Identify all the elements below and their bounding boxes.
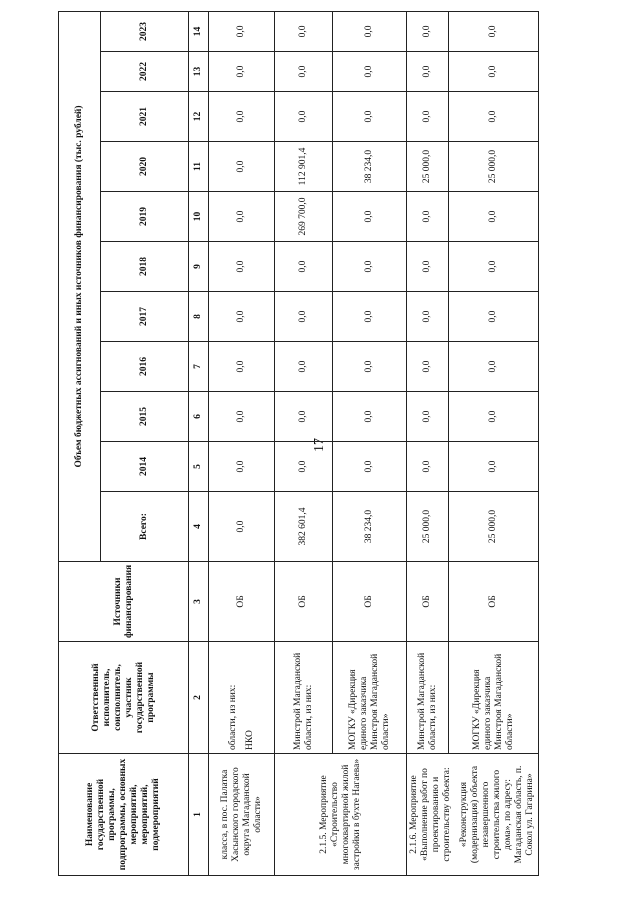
- value-cell: 382 601,4: [275, 492, 333, 562]
- row-name-line: «Реконструкция (модернизация) объекта незавершенного строительства жилого дома», по адресу: Магаданская область, п. Сокол ул. Гагарина»: [459, 765, 535, 864]
- value-cell: 25 000,0: [407, 142, 449, 192]
- responsible-line: области, из них:: [227, 684, 238, 750]
- header-source: Источники финансирования: [59, 562, 189, 642]
- value-cell: 0,0: [449, 92, 539, 142]
- column-number: 5: [189, 442, 209, 492]
- column-number-row: [189, 11, 209, 875]
- value-cell: 38 234,0: [333, 492, 407, 562]
- value-cell: 0,0: [209, 392, 275, 442]
- header-year: 2015: [101, 392, 189, 442]
- value-cell: 0,0: [275, 11, 333, 51]
- row-responsible: [209, 642, 275, 754]
- row-source: ОБ: [209, 562, 275, 642]
- header-volume: Объем бюджетных ассигнований и иных источников финансирования (тыс. рублей): [59, 11, 101, 561]
- value-cell: 0,0: [333, 392, 407, 442]
- value-cell: 0,0: [449, 242, 539, 292]
- value-cell: 0,0: [333, 442, 407, 492]
- value-cell: 0,0: [209, 292, 275, 342]
- value-cell: 0,0: [209, 11, 275, 51]
- value-cell: 38 234,0: [333, 142, 407, 192]
- value-cell: 0,0: [333, 242, 407, 292]
- row-name: [407, 754, 539, 876]
- value-cell: 25 000,0: [449, 142, 539, 192]
- value-cell: 0,0: [449, 392, 539, 442]
- value-cell: 0,0: [275, 52, 333, 92]
- row-name-line: 2.1.6. Мероприятие «Выполнение работ по проектированию и строительству объекта:: [409, 767, 452, 862]
- column-number: 8: [189, 292, 209, 342]
- table-row: [407, 11, 449, 875]
- table-row: [209, 11, 275, 875]
- column-number: 11: [189, 142, 209, 192]
- header-year: 2021: [101, 92, 189, 142]
- column-number: 10: [189, 192, 209, 242]
- column-number: 2: [189, 642, 209, 754]
- row-responsible: МОГКУ «Дирекция единого заказчика Минстроя Магаданской области»: [333, 642, 407, 754]
- column-number: 6: [189, 392, 209, 442]
- value-cell: 0,0: [449, 342, 539, 392]
- value-cell: 0,0: [275, 442, 333, 492]
- header-year: 2014: [101, 442, 189, 492]
- row-responsible: МОГКУ «Дирекция единого заказчика Минстроя Магаданской области»: [449, 642, 539, 754]
- value-cell: 0,0: [209, 492, 275, 562]
- header-total: Всего:: [101, 492, 189, 562]
- value-cell: 0,0: [407, 342, 449, 392]
- value-cell: 0,0: [449, 52, 539, 92]
- header-year: 2018: [101, 242, 189, 292]
- rotated-table-container: [58, 12, 535, 876]
- value-cell: 0,0: [209, 52, 275, 92]
- table-row: [449, 11, 539, 875]
- value-cell: 0,0: [407, 292, 449, 342]
- value-cell: 0,0: [209, 342, 275, 392]
- row-responsible: Минстрой Магаданской области, из них:: [407, 642, 449, 754]
- value-cell: 0,0: [275, 342, 333, 392]
- header-year: 2023: [101, 11, 189, 51]
- row-name: класса, в пос. Палатка Хасынского городского округа Магаданской области»: [209, 754, 275, 876]
- value-cell: 0,0: [209, 242, 275, 292]
- header-responsible: Ответственный исполнитель, соисполнитель, участник государственной программы: [59, 642, 189, 754]
- column-number: 4: [189, 492, 209, 562]
- row-name: 2.1.5. Мероприятие «Строительство многоквартирной жилой застройки в бухте Нагаева»: [275, 754, 407, 876]
- value-cell: 0,0: [449, 442, 539, 492]
- responsible-line: НКО: [244, 730, 255, 750]
- value-cell: 0,0: [275, 242, 333, 292]
- table-row: [333, 11, 407, 875]
- value-cell: 269 700,0: [275, 192, 333, 242]
- row-source: ОБ: [275, 562, 333, 642]
- value-cell: 0,0: [407, 392, 449, 442]
- value-cell: 0,0: [407, 92, 449, 142]
- value-cell: 0,0: [209, 442, 275, 492]
- value-cell: 0,0: [333, 192, 407, 242]
- header-year: 2020: [101, 142, 189, 192]
- header-year: 2019: [101, 192, 189, 242]
- value-cell: 0,0: [407, 192, 449, 242]
- value-cell: 0,0: [209, 142, 275, 192]
- column-number: 13: [189, 52, 209, 92]
- financing-table: [58, 11, 539, 876]
- value-cell: 0,0: [333, 52, 407, 92]
- column-number: 7: [189, 342, 209, 392]
- row-responsible: Минстрой Магаданской области, из них:: [275, 642, 333, 754]
- value-cell: 25 000,0: [449, 492, 539, 562]
- value-cell: 0,0: [333, 11, 407, 51]
- value-cell: 0,0: [333, 292, 407, 342]
- row-source: ОБ: [449, 562, 539, 642]
- value-cell: 0,0: [275, 292, 333, 342]
- value-cell: 0,0: [407, 11, 449, 51]
- column-number: 9: [189, 242, 209, 292]
- row-source: ОБ: [333, 562, 407, 642]
- value-cell: 0,0: [407, 242, 449, 292]
- header-year: 2016: [101, 342, 189, 392]
- row-source: ОБ: [407, 562, 449, 642]
- table-row: [275, 11, 333, 875]
- value-cell: 0,0: [449, 11, 539, 51]
- page-number: 17: [312, 438, 327, 452]
- value-cell: 0,0: [209, 192, 275, 242]
- header-row-1: [59, 11, 101, 875]
- header-name: Наименование государственной программы, подпрограммы, основных мероприятий, мероприятий, подмероприятий: [59, 754, 189, 876]
- column-number: 14: [189, 11, 209, 51]
- value-cell: 0,0: [407, 442, 449, 492]
- value-cell: 0,0: [449, 192, 539, 242]
- value-cell: 25 000,0: [407, 492, 449, 562]
- column-number: 12: [189, 92, 209, 142]
- value-cell: 0,0: [275, 92, 333, 142]
- header-year: 2022: [101, 52, 189, 92]
- value-cell: 0,0: [333, 92, 407, 142]
- value-cell: 0,0: [449, 292, 539, 342]
- value-cell: 0,0: [209, 92, 275, 142]
- value-cell: 112 901,4: [275, 142, 333, 192]
- value-cell: 0,0: [275, 392, 333, 442]
- value-cell: 0,0: [333, 342, 407, 392]
- column-number: 3: [189, 562, 209, 642]
- header-year: 2017: [101, 292, 189, 342]
- value-cell: 0,0: [407, 52, 449, 92]
- column-number: 1: [189, 754, 209, 876]
